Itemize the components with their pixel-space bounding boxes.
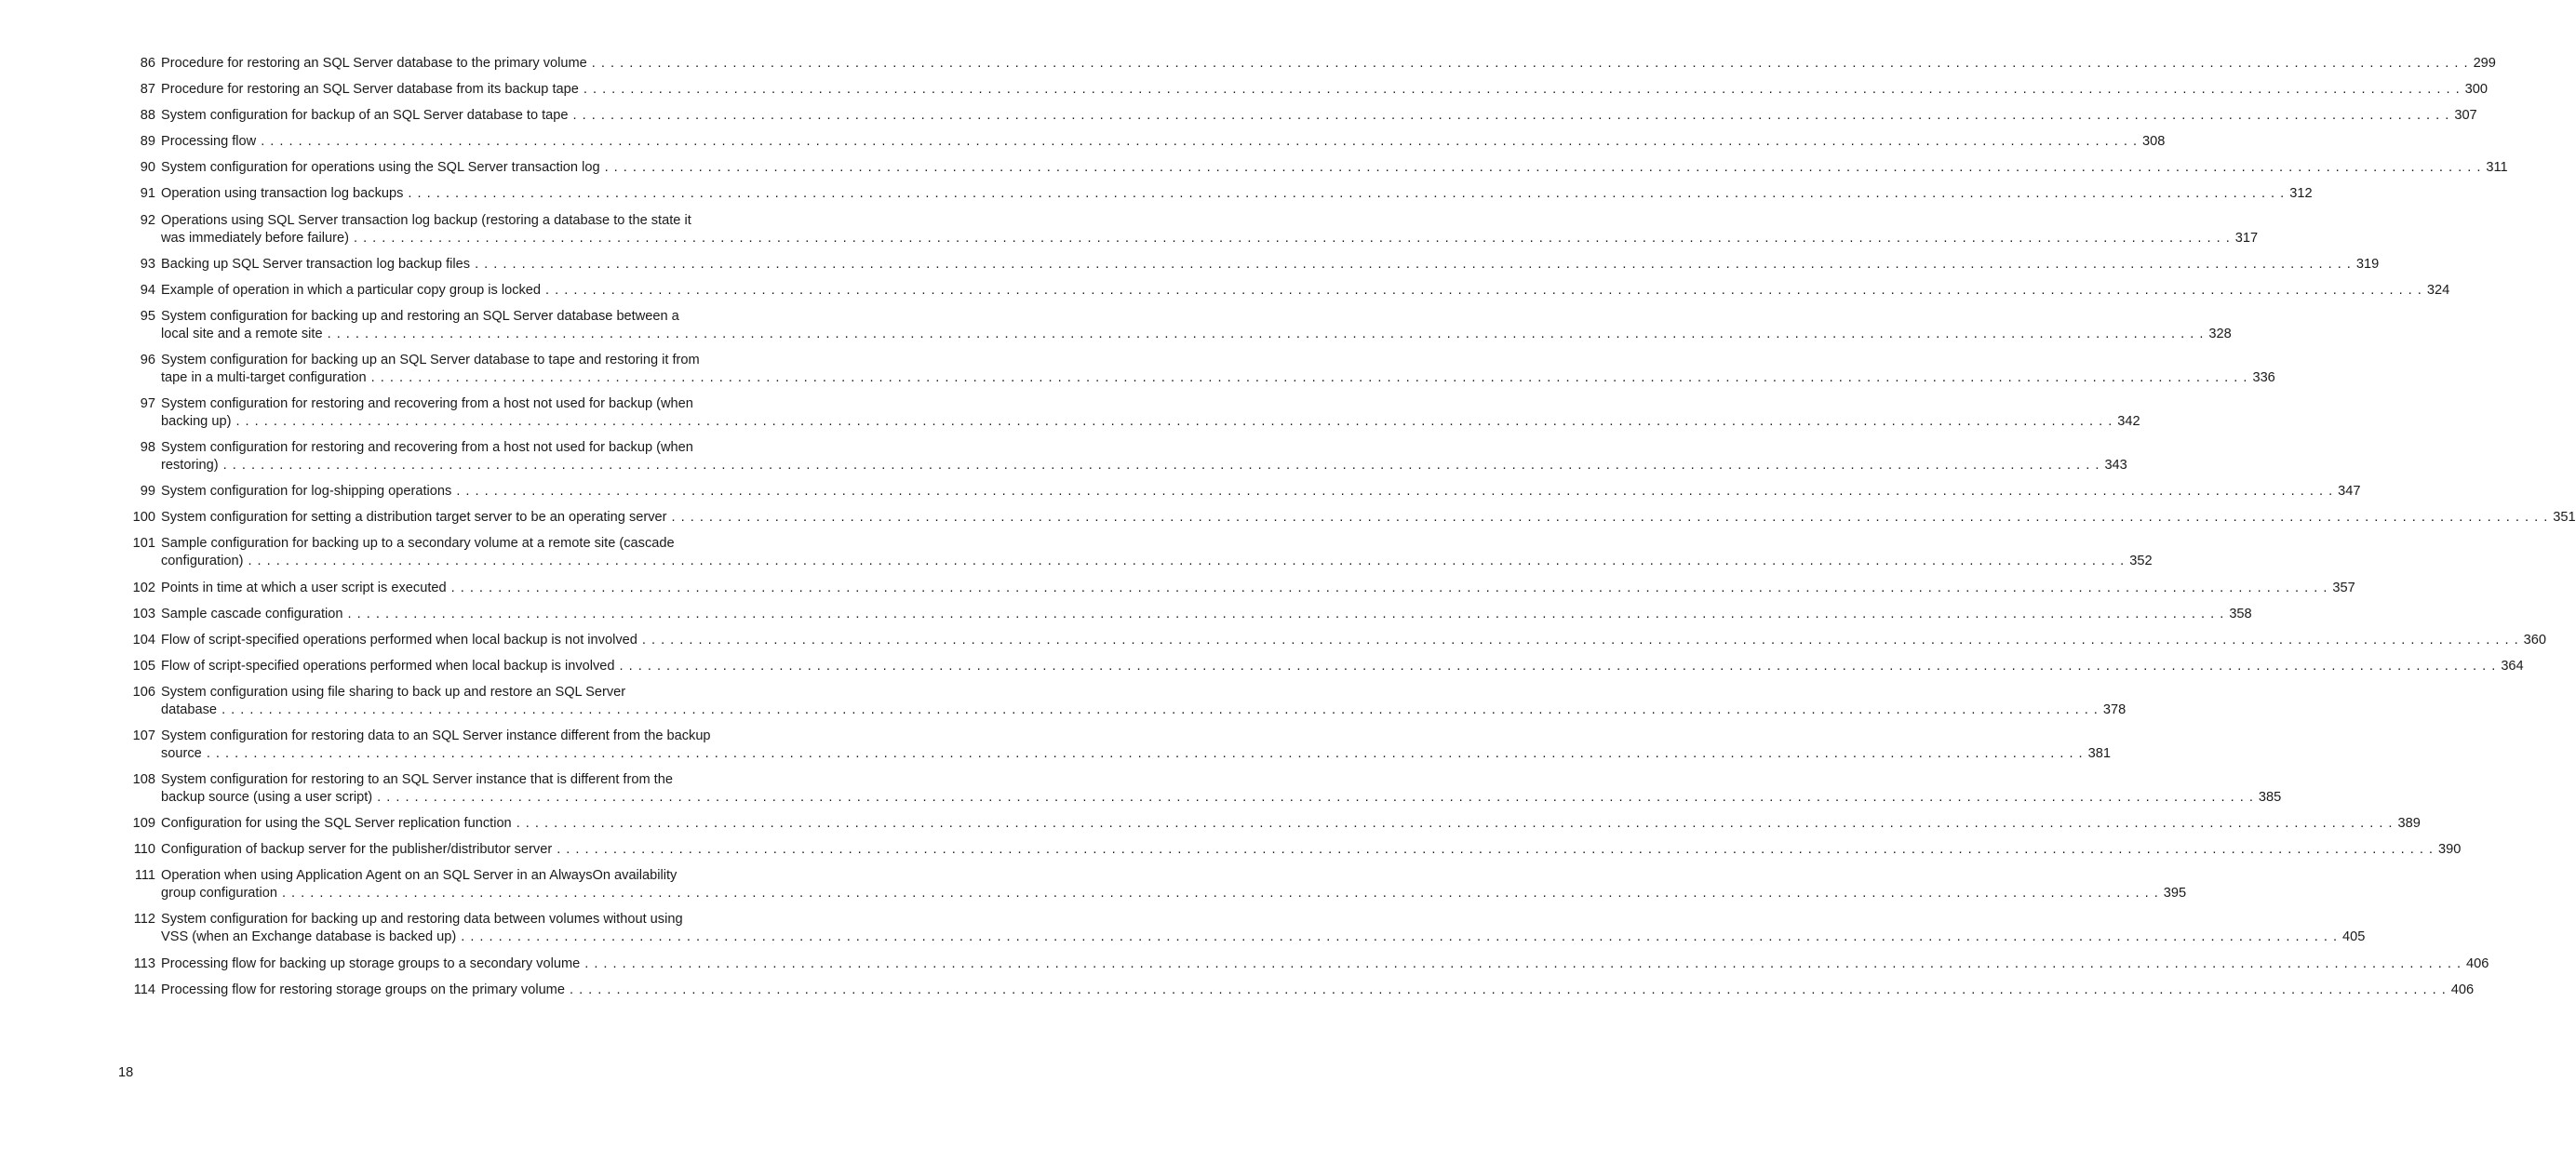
page-ref[interactable]: 405 bbox=[2342, 929, 2366, 945]
title-last-line bbox=[161, 841, 2461, 859]
title-last-line bbox=[161, 457, 2127, 474]
toc-entry[interactable] bbox=[119, 212, 2259, 247]
figure-number: 88 bbox=[140, 108, 155, 124]
title-line: Procedure for restoring an SQL Server database to the primary volume bbox=[161, 56, 587, 71]
title-last-line bbox=[161, 81, 2488, 99]
title-last-line bbox=[161, 553, 2153, 570]
title-line: Operation when using Application Agent on an SQL Server in an AlwaysOn availability bbox=[161, 868, 678, 884]
title-line: System configuration for setting a distribution target server to be an operating server bbox=[161, 510, 667, 526]
figure-number: 99 bbox=[140, 484, 155, 500]
figure-title bbox=[161, 982, 2474, 999]
title-line: System configuration for restoring data to an SQL Server instance different from the backup bbox=[161, 728, 711, 743]
figure-title bbox=[161, 133, 2165, 151]
title-last-line bbox=[161, 606, 2252, 623]
title-line: Configuration for using the SQL Server replication function bbox=[161, 816, 512, 832]
title-line: System configuration using file sharing to back up and restore an SQL Server bbox=[161, 684, 626, 700]
title-line: System configuration for backup of an SQL Server database to tape bbox=[161, 108, 569, 124]
figure-title bbox=[161, 81, 2488, 99]
title-line: System configuration for restoring and recovering from a host not used for backup (when bbox=[161, 396, 693, 412]
title-line: tape in a multi-target configuration bbox=[161, 369, 367, 385]
dot-leader: . . . . . . . . . . . . . . . . . . . . . . . . . . . . . . . . . . . . . . . . . . . . . . . . . . . . . . . . . . . . . . . . . . . . . . . . . . . . . . . . . . . . . . . . . . . . . . . . . . . . . . . . . . . . . . . . . . . . . . . . . . . . . . . . . . . . . . . . . . . . . . . . . . . . . . . . . . . . . . . . . . . . . . . . . . . . . . . . . . . . . . . . . . . . . . . . . . . . . . . . bbox=[475, 256, 2352, 272]
toc-entry[interactable] bbox=[119, 159, 2508, 177]
dot-leader: . . . . . . . . . . . . . . . . . . . . . . . . . . . . . . . . . . . . . . . . . . . . . . . . . . . . . . . . . . . . . . . . . . . . . . . . . . . . . . . . . . . . . . . . . . . . . . . . . . . . . . . . . . . . . . . . . . . . . . . . . . . . . . . . . . . . . . . . . . . . . . . . . . . . . . . . . . . . . . . . . . . . . . . . . . . . . . . . . . . . . . . . . . . . . . . . . . . . . . . . bbox=[572, 108, 2450, 124]
title-line: Operations using SQL Server transaction log backup (restoring a database to the state it bbox=[161, 212, 691, 228]
dot-leader: . . . . . . . . . . . . . . . . . . . . . . . . . . . . . . . . . . . . . . . . . . . . . . . . . . . . . . . . . . . . . . . . . . . . . . . . . . . . . . . . . . . . . . . . . . . . . . . . . . . . . . . . . . . . . . . . . . . . . . . . . . . . . . . . . . . . . . . . . . . . . . . . . . . . . . . . . . . . . . . . . . . . . . . . . . . . . . . . . . . . . . . . . . . . . . . . . . . . . . . . bbox=[450, 580, 2328, 595]
title-last-line bbox=[161, 955, 2489, 973]
toc-entry[interactable] bbox=[119, 483, 2361, 501]
figure-title bbox=[161, 308, 2232, 343]
toc-entry[interactable] bbox=[119, 395, 2140, 431]
figure-title bbox=[161, 771, 2281, 807]
page-ref[interactable]: 300 bbox=[2464, 82, 2489, 98]
title-last-line bbox=[161, 282, 2449, 300]
toc-entry[interactable] bbox=[119, 867, 2187, 902]
title-line: Backing up SQL Server transaction log backup files bbox=[161, 256, 471, 272]
page-ref[interactable]: 319 bbox=[2355, 256, 2380, 272]
figure-number: 113 bbox=[133, 955, 155, 971]
dot-leader: . . . . . . . . . . . . . . . . . . . . . . . . . . . . . . . . . . . . . . . . . . . . . . . . . . . . . . . . . . . . . . . . . . . . . . . . . . . . . . . . . . . . . . . . . . . . . . . . . . . . . . . . . . . . . . . . . . . . . . . . . . . . . . . . . . . . . . . . . . . . . . . . . . . . . . . . . . . . . . . . . . . . . . . . . . . . . . . . . . . . . . . . . . . . . . . . . . . . . . . . bbox=[222, 458, 2100, 474]
figure-number: 111 bbox=[134, 868, 155, 884]
figure-number: 101 bbox=[132, 536, 155, 552]
page-ref[interactable]: 312 bbox=[2289, 186, 2313, 202]
title-last-line bbox=[161, 230, 2258, 247]
figure-title bbox=[161, 580, 2355, 597]
toc-entry[interactable] bbox=[119, 352, 2275, 387]
dot-leader: . . . . . . . . . . . . . . . . . . . . . . . . . . . . . . . . . . . . . . . . . . . . . . . . . . . . . . . . . . . . . . . . . . . . . . . . . . . . . . . . . . . . . . . . . . . . . . . . . . . . . . . . . . . . . . . . . . . . . . . . . . . . . . . . . . . . . . . . . . . . . . . . . . . . . . . . . . . . . . . . . . . . . . . . . . . . . . . . . . . . . . . . . . . . . . . . . . . . . . . . bbox=[327, 326, 2205, 341]
title-line: Processing flow for backing up storage groups to a secondary volume bbox=[161, 955, 581, 971]
page-ref[interactable]: 343 bbox=[2104, 458, 2127, 474]
title-line: Points in time at which a user script is executed bbox=[161, 580, 447, 595]
dot-leader: . . . . . . . . . . . . . . . . . . . . . . . . . . . . . . . . . . . . . . . . . . . . . . . . . . . . . . . . . . . . . . . . . . . . . . . . . . . . . . . . . . . . . . . . . . . . . . . . . . . . . . . . . . . . . . . . . . . . . . . . . . . . . . . . . . . . . . . . . . . . . . . . . . . . . . . . . . . . . . . . . . . . . . . . . . . . . . . . . . . . . . . . . . . . . . . . . . . . . . . . bbox=[516, 816, 2394, 832]
title-line: Processing flow for restoring storage groups on the primary volume bbox=[161, 982, 565, 997]
title-last-line bbox=[161, 789, 2281, 807]
title-line: Sample cascade configuration bbox=[161, 606, 343, 621]
figure-title bbox=[161, 606, 2252, 623]
figure-title bbox=[161, 684, 2126, 719]
dot-leader: . . . . . . . . . . . . . . . . . . . . . . . . . . . . . . . . . . . . . . . . . . . . . . . . . . . . . . . . . . . . . . . . . . . . . . . . . . . . . . . . . . . . . . . . . . . . . . . . . . . . . . . . . . . . . . . . . . . . . . . . . . . . . . . . . . . . . . . . . . . . . . . . . . . . . . . . . . . . . . . . . . . . . . . . . . . . . . . . . . . . . . . . . . . . . . . . . . . . . . . . bbox=[456, 484, 2334, 500]
dot-leader: . . . . . . . . . . . . . . . . . . . . . . . . . . . . . . . . . . . . . . . . . . . . . . . . . . . . . . . . . . . . . . . . . . . . . . . . . . . . . . . . . . . . . . . . . . . . . . . . . . . . . . . . . . . . . . . . . . . . . . . . . . . . . . . . . . . . . . . . . . . . . . . . . . . . . . . . . . . . . . . . . . . . . . . . . . . . . . . . . . . . . . . . . . . . . . . . . . . . . . . . bbox=[619, 658, 2497, 674]
dot-leader: . . . . . . . . . . . . . . . . . . . . . . . . . . . . . . . . . . . . . . . . . . . . . . . . . . . . . . . . . . . . . . . . . . . . . . . . . . . . . . . . . . . . . . . . . . . . . . . . . . . . . . . . . . . . . . . . . . . . . . . . . . . . . . . . . . . . . . . . . . . . . . . . . . . . . . . . . . . . . . . . . . . . . . . . . . . . . . . . . . . . . . . . . . . . . . . . . . . . . . . . bbox=[671, 510, 2549, 526]
dot-leader: . . . . . . . . . . . . . . . . . . . . . . . . . . . . . . . . . . . . . . . . . . . . . . . . . . . . . . . . . . . . . . . . . . . . . . . . . . . . . . . . . . . . . . . . . . . . . . . . . . . . . . . . . . . . . . . . . . . . . . . . . . . . . . . . . . . . . . . . . . . . . . . . . . . . . . . . . . . . . . . . . . . . . . . . . . . . . . . . . . . . . . . . . . . . . . . . . . . . . . . . bbox=[206, 745, 2084, 761]
figure-number: 95 bbox=[140, 308, 155, 324]
dot-leader: . . . . . . . . . . . . . . . . . . . . . . . . . . . . . . . . . . . . . . . . . . . . . . . . . . . . . . . . . . . . . . . . . . . . . . . . . . . . . . . . . . . . . . . . . . . . . . . . . . . . . . . . . . . . . . . . . . . . . . . . . . . . . . . . . . . . . . . . . . . . . . . . . . . . . . . . . . . . . . . . . . . . . . . . . . . . . . . . . . . . . . . . . . . . . . . . . . . . . . . . bbox=[591, 56, 2469, 71]
figure-number: 106 bbox=[132, 684, 155, 700]
figure-title bbox=[161, 439, 2127, 474]
title-last-line bbox=[161, 929, 2365, 946]
title-line: source bbox=[161, 745, 202, 761]
title-line: Example of operation in which a particular copy group is locked bbox=[161, 282, 542, 298]
page-ref[interactable]: 317 bbox=[2234, 230, 2259, 246]
page-ref[interactable]: 378 bbox=[2102, 701, 2127, 717]
figure-title bbox=[161, 535, 2153, 570]
title-line: System configuration for restoring to an SQL Server instance that is different from the bbox=[161, 772, 673, 788]
toc-entry[interactable] bbox=[119, 841, 2462, 859]
title-line: was immediately before failure) bbox=[161, 230, 349, 246]
title-line: backup source (using a user script) bbox=[161, 790, 373, 806]
page-ref[interactable]: 308 bbox=[2142, 134, 2166, 150]
figure-number: 96 bbox=[140, 352, 155, 367]
title-line: Configuration of backup server for the publisher/distributor server bbox=[161, 842, 553, 858]
toc-entry[interactable] bbox=[119, 55, 2496, 73]
title-last-line bbox=[161, 133, 2165, 151]
title-line: System configuration for backing up and restoring an SQL Server database between a bbox=[161, 308, 679, 324]
dot-leader: . . . . . . . . . . . . . . . . . . . . . . . . . . . . . . . . . . . . . . . . . . . . . . . . . . . . . . . . . . . . . . . . . . . . . . . . . . . . . . . . . . . . . . . . . . . . . . . . . . . . . . . . . . . . . . . . . . . . . . . . . . . . . . . . . . . . . . . . . . . . . . . . . . . . . . . . . . . . . . . . . . . . . . . . . . . . . . . . . . . . . . . . . . . . . . . . . . . . . . . . bbox=[583, 82, 2461, 98]
title-line: System configuration for operations using the SQL Server transaction log bbox=[161, 160, 600, 176]
toc-entry[interactable] bbox=[119, 815, 2421, 833]
page-ref[interactable]: 406 bbox=[2450, 982, 2475, 997]
title-line: System configuration for restoring and recovering from a host not used for backup (when bbox=[161, 440, 693, 456]
title-line: configuration) bbox=[161, 554, 244, 569]
page-ref[interactable]: 358 bbox=[2229, 606, 2252, 621]
toc-entry[interactable] bbox=[119, 658, 2524, 675]
toc-entry[interactable] bbox=[119, 282, 2450, 300]
title-last-line bbox=[161, 509, 2576, 527]
title-line: Operation using transaction log backups bbox=[161, 186, 404, 202]
figure-title bbox=[161, 212, 2258, 247]
toc-entry[interactable] bbox=[119, 256, 2380, 274]
figure-number: 108 bbox=[132, 772, 155, 788]
page-ref[interactable]: 390 bbox=[2437, 842, 2462, 858]
dot-leader: . . . . . . . . . . . . . . . . . . . . . . . . . . . . . . . . . . . . . . . . . . . . . . . . . . . . . . . . . . . . . . . . . . . . . . . . . . . . . . . . . . . . . . . . . . . . . . . . . . . . . . . . . . . . . . . . . . . . . . . . . . . . . . . . . . . . . . . . . . . . . . . . . . . . . . . . . . . . . . . . . . . . . . . . . . . . . . . . . . . . . . . . . . . . . . . . . . . . . . . . bbox=[604, 160, 2482, 176]
dot-leader: . . . . . . . . . . . . . . . . . . . . . . . . . . . . . . . . . . . . . . . . . . . . . . . . . . . . . . . . . . . . . . . . . . . . . . . . . . . . . . . . . . . . . . . . . . . . . . . . . . . . . . . . . . . . . . . . . . . . . . . . . . . . . . . . . . . . . . . . . . . . . . . . . . . . . . . . . . . . . . . . . . . . . . . . . . . . . . . . . . . . . . . . . . . . . . . . . . . . . . . . bbox=[461, 929, 2339, 945]
toc-entry[interactable] bbox=[119, 308, 2232, 343]
figure-number: 91 bbox=[140, 186, 155, 202]
title-line: backing up) bbox=[161, 414, 232, 430]
figure-number: 98 bbox=[140, 440, 155, 456]
page-ref[interactable]: 336 bbox=[2252, 369, 2275, 385]
toc-list bbox=[119, 55, 2576, 1008]
figure-title bbox=[161, 867, 2186, 902]
dot-leader: . . . . . . . . . . . . . . . . . . . . . . . . . . . . . . . . . . . . . . . . . . . . . . . . . . . . . . . . . . . . . . . . . . . . . . . . . . . . . . . . . . . . . . . . . . . . . . . . . . . . . . . . . . . . . . . . . . . . . . . . . . . . . . . . . . . . . . . . . . . . . . . . . . . . . . . . . . . . . . . . . . . . . . . . . . . . . . . . . . . . . . . . . . . . . . . . . . . . . . . . bbox=[641, 632, 2519, 648]
figure-title bbox=[161, 107, 2477, 125]
dot-leader: . . . . . . . . . . . . . . . . . . . . . . . . . . . . . . . . . . . . . . . . . . . . . . . . . . . . . . . . . . . . . . . . . . . . . . . . . . . . . . . . . . . . . . . . . . . . . . . . . . . . . . . . . . . . . . . . . . . . . . . . . . . . . . . . . . . . . . . . . . . . . . . . . . . . . . . . . . . . . . . . . . . . . . . . . . . . . . . . . . . . . . . . . . . . . . . . . . . . . . . . bbox=[545, 282, 2422, 298]
figure-title bbox=[161, 728, 2111, 763]
title-last-line bbox=[161, 815, 2421, 833]
dot-leader: . . . . . . . . . . . . . . . . . . . . . . . . . . . . . . . . . . . . . . . . . . . . . . . . . . . . . . . . . . . . . . . . . . . . . . . . . . . . . . . . . . . . . . . . . . . . . . . . . . . . . . . . . . . . . . . . . . . . . . . . . . . . . . . . . . . . . . . . . . . . . . . . . . . . . . . . . . . . . . . . . . . . . . . . . . . . . . . . . . . . . . . . . . . . . . . . . . . . . . . . bbox=[557, 842, 2434, 858]
figure-title bbox=[161, 352, 2275, 387]
figure-title bbox=[161, 185, 2313, 203]
page-ref[interactable]: 364 bbox=[2501, 658, 2524, 674]
dot-leader: . . . . . . . . . . . . . . . . . . . . . . . . . . . . . . . . . . . . . . . . . . . . . . . . . . . . . . . . . . . . . . . . . . . . . . . . . . . . . . . . . . . . . . . . . . . . . . . . . . . . . . . . . . . . . . . . . . . . . . . . . . . . . . . . . . . . . . . . . . . . . . . . . . . . . . . . . . . . . . . . . . . . . . . . . . . . . . . . . . . . . . . . . . . . . . . . . . . . . . . . bbox=[235, 414, 2113, 430]
page-ref[interactable]: 352 bbox=[2129, 554, 2153, 569]
figure-number: 109 bbox=[132, 816, 155, 832]
toc-entry[interactable] bbox=[119, 982, 2475, 999]
title-last-line bbox=[161, 159, 2508, 177]
title-line: group configuration bbox=[161, 886, 277, 902]
figure-title bbox=[161, 282, 2449, 300]
dot-leader: . . . . . . . . . . . . . . . . . . . . . . . . . . . . . . . . . . . . . . . . . . . . . . . . . . . . . . . . . . . . . . . . . . . . . . . . . . . . . . . . . . . . . . . . . . . . . . . . . . . . . . . . . . . . . . . . . . . . . . . . . . . . . . . . . . . . . . . . . . . . . . . . . . . . . . . . . . . . . . . . . . . . . . . . . . . . . . . . . . . . . . . . . . . . . . . . . . . . . . . . bbox=[569, 982, 2447, 997]
figure-number: 87 bbox=[140, 82, 155, 98]
title-last-line bbox=[161, 701, 2126, 719]
toc-entry[interactable] bbox=[119, 509, 2576, 527]
title-last-line bbox=[161, 885, 2186, 902]
toc-entry[interactable] bbox=[119, 955, 2489, 973]
page-ref[interactable]: 328 bbox=[2208, 326, 2232, 341]
title-line: Sample configuration for backing up to a secondary volume at a remote site (cascade bbox=[161, 536, 675, 552]
toc-entry[interactable] bbox=[119, 535, 2153, 570]
title-last-line bbox=[161, 580, 2355, 597]
toc-entry[interactable] bbox=[119, 107, 2477, 125]
title-line: System configuration for backing up an SQL Server database to tape and restoring it from bbox=[161, 352, 700, 367]
figure-number: 110 bbox=[133, 842, 155, 858]
page-ref[interactable]: 307 bbox=[2454, 108, 2477, 124]
dot-leader: . . . . . . . . . . . . . . . . . . . . . . . . . . . . . . . . . . . . . . . . . . . . . . . . . . . . . . . . . . . . . . . . . . . . . . . . . . . . . . . . . . . . . . . . . . . . . . . . . . . . . . . . . . . . . . . . . . . . . . . . . . . . . . . . . . . . . . . . . . . . . . . . . . . . . . . . . . . . . . . . . . . . . . . . . . . . . . . . . . . . . . . . . . . . . . . . . . . . . . . . bbox=[408, 186, 2286, 202]
title-line: System configuration for log-shipping operations bbox=[161, 484, 452, 500]
page-ref[interactable]: 360 bbox=[2523, 632, 2547, 648]
figure-number: 107 bbox=[132, 728, 155, 743]
title-last-line bbox=[161, 55, 2496, 73]
page-ref[interactable]: 351 bbox=[2553, 510, 2576, 526]
toc-entry[interactable] bbox=[119, 439, 2127, 474]
title-line: Flow of script-specified operations performed when local backup is not involved bbox=[161, 632, 637, 648]
toc-entry[interactable] bbox=[119, 133, 2166, 151]
dot-leader: . . . . . . . . . . . . . . . . . . . . . . . . . . . . . . . . . . . . . . . . . . . . . . . . . . . . . . . . . . . . . . . . . . . . . . . . . . . . . . . . . . . . . . . . . . . . . . . . . . . . . . . . . . . . . . . . . . . . . . . . . . . . . . . . . . . . . . . . . . . . . . . . . . . . . . . . . . . . . . . . . . . . . . . . . . . . . . . . . . . . . . . . . . . . . . . . . . . . . . . . bbox=[248, 554, 2126, 569]
dot-leader: . . . . . . . . . . . . . . . . . . . . . . . . . . . . . . . . . . . . . . . . . . . . . . . . . . . . . . . . . . . . . . . . . . . . . . . . . . . . . . . . . . . . . . . . . . . . . . . . . . . . . . . . . . . . . . . . . . . . . . . . . . . . . . . . . . . . . . . . . . . . . . . . . . . . . . . . . . . . . . . . . . . . . . . . . . . . . . . . . . . . . . . . . . . . . . . . . . . . . . . . bbox=[353, 230, 2231, 246]
page-ref[interactable]: 357 bbox=[2332, 580, 2355, 595]
dot-leader: . . . . . . . . . . . . . . . . . . . . . . . . . . . . . . . . . . . . . . . . . . . . . . . . . . . . . . . . . . . . . . . . . . . . . . . . . . . . . . . . . . . . . . . . . . . . . . . . . . . . . . . . . . . . . . . . . . . . . . . . . . . . . . . . . . . . . . . . . . . . . . . . . . . . . . . . . . . . . . . . . . . . . . . . . . . . . . . . . . . . . . . . . . . . . . . . . . . . . . . . bbox=[261, 134, 2138, 150]
title-last-line bbox=[161, 658, 2524, 675]
dot-leader: . . . . . . . . . . . . . . . . . . . . . . . . . . . . . . . . . . . . . . . . . . . . . . . . . . . . . . . . . . . . . . . . . . . . . . . . . . . . . . . . . . . . . . . . . . . . . . . . . . . . . . . . . . . . . . . . . . . . . . . . . . . . . . . . . . . . . . . . . . . . . . . . . . . . . . . . . . . . . . . . . . . . . . . . . . . . . . . . . . . . . . . . . . . . . . . . . . . . . . . . bbox=[221, 701, 2099, 717]
title-last-line bbox=[161, 326, 2232, 343]
figure-title bbox=[161, 483, 2360, 501]
title-last-line bbox=[161, 256, 2379, 274]
title-last-line bbox=[161, 413, 2140, 431]
page-ref[interactable]: 299 bbox=[2473, 56, 2496, 71]
page-ref[interactable]: 347 bbox=[2338, 484, 2361, 500]
title-line: database bbox=[161, 701, 218, 717]
page-ref[interactable]: 389 bbox=[2397, 816, 2421, 832]
title-last-line bbox=[161, 185, 2313, 203]
figure-number: 103 bbox=[132, 606, 155, 621]
dot-leader: . . . . . . . . . . . . . . . . . . . . . . . . . . . . . . . . . . . . . . . . . . . . . . . . . . . . . . . . . . . . . . . . . . . . . . . . . . . . . . . . . . . . . . . . . . . . . . . . . . . . . . . . . . . . . . . . . . . . . . . . . . . . . . . . . . . . . . . . . . . . . . . . . . . . . . . . . . . . . . . . . . . . . . . . . . . . . . . . . . . . . . . . . . . . . . . . . . . . . . . . bbox=[370, 369, 2248, 385]
figure-title bbox=[161, 911, 2365, 946]
toc-entry[interactable] bbox=[119, 580, 2355, 597]
title-last-line bbox=[161, 369, 2275, 387]
dot-leader: . . . . . . . . . . . . . . . . . . . . . . . . . . . . . . . . . . . . . . . . . . . . . . . . . . . . . . . . . . . . . . . . . . . . . . . . . . . . . . . . . . . . . . . . . . . . . . . . . . . . . . . . . . . . . . . . . . . . . . . . . . . . . . . . . . . . . . . . . . . . . . . . . . . . . . . . . . . . . . . . . . . . . . . . . . . . . . . . . . . . . . . . . . . . . . . . . . . . . . . . bbox=[584, 955, 2462, 971]
figure-number: 97 bbox=[140, 396, 155, 412]
title-line: Procedure for restoring an SQL Server database from its backup tape bbox=[161, 82, 579, 98]
figure-number: 105 bbox=[132, 658, 155, 674]
figure-number: 94 bbox=[140, 282, 155, 298]
figure-title bbox=[161, 159, 2508, 177]
toc-entry[interactable] bbox=[119, 911, 2366, 946]
page-ref[interactable]: 381 bbox=[2087, 745, 2111, 761]
page-ref[interactable]: 311 bbox=[2486, 160, 2508, 176]
figure-title bbox=[161, 815, 2421, 833]
title-line: local site and a remote site bbox=[161, 326, 323, 341]
figure-title bbox=[161, 632, 2546, 649]
title-line: VSS (when an Exchange database is backed up) bbox=[161, 929, 457, 945]
figure-number: 112 bbox=[133, 912, 155, 928]
page-number: 18 bbox=[118, 1065, 134, 1080]
title-line: Processing flow bbox=[161, 134, 257, 150]
figure-number: 102 bbox=[132, 580, 155, 595]
title-last-line bbox=[161, 107, 2477, 125]
title-last-line bbox=[161, 745, 2111, 763]
toc-entry[interactable] bbox=[119, 771, 2282, 807]
figure-title bbox=[161, 955, 2489, 973]
title-last-line bbox=[161, 483, 2360, 501]
dot-leader: . . . . . . . . . . . . . . . . . . . . . . . . . . . . . . . . . . . . . . . . . . . . . . . . . . . . . . . . . . . . . . . . . . . . . . . . . . . . . . . . . . . . . . . . . . . . . . . . . . . . . . . . . . . . . . . . . . . . . . . . . . . . . . . . . . . . . . . . . . . . . . . . . . . . . . . . . . . . . . . . . . . . . . . . . . . . . . . . . . . . . . . . . . . . . . . . . . . . . . . . bbox=[347, 606, 2225, 621]
figure-title bbox=[161, 841, 2461, 859]
toc-entry[interactable] bbox=[119, 728, 2111, 763]
dot-leader: . . . . . . . . . . . . . . . . . . . . . . . . . . . . . . . . . . . . . . . . . . . . . . . . . . . . . . . . . . . . . . . . . . . . . . . . . . . . . . . . . . . . . . . . . . . . . . . . . . . . . . . . . . . . . . . . . . . . . . . . . . . . . . . . . . . . . . . . . . . . . . . . . . . . . . . . . . . . . . . . . . . . . . . . . . . . . . . . . . . . . . . . . . . . . . . . . . . . . . . . bbox=[377, 790, 2254, 806]
page-ref[interactable]: 406 bbox=[2466, 955, 2489, 971]
title-line: System configuration for backing up and restoring data between volumes without using bbox=[161, 912, 683, 928]
toc-entry[interactable] bbox=[119, 185, 2313, 203]
title-line: Flow of script-specified operations performed when local backup is involved bbox=[161, 658, 615, 674]
figure-number: 86 bbox=[140, 56, 155, 71]
page-ref[interactable]: 395 bbox=[2163, 886, 2187, 902]
toc-entry[interactable] bbox=[119, 606, 2252, 623]
page-ref[interactable]: 385 bbox=[2258, 790, 2282, 806]
title-last-line bbox=[161, 982, 2474, 999]
figure-number: 89 bbox=[140, 134, 155, 150]
figure-title bbox=[161, 509, 2576, 527]
toc-entry[interactable] bbox=[119, 684, 2127, 719]
title-line: restoring) bbox=[161, 458, 219, 474]
figure-title bbox=[161, 256, 2379, 274]
page-ref[interactable]: 342 bbox=[2117, 414, 2140, 430]
title-last-line bbox=[161, 632, 2546, 649]
figure-title bbox=[161, 658, 2524, 675]
figure-number: 104 bbox=[132, 632, 155, 648]
toc-entry[interactable] bbox=[119, 632, 2547, 649]
dot-leader: . . . . . . . . . . . . . . . . . . . . . . . . . . . . . . . . . . . . . . . . . . . . . . . . . . . . . . . . . . . . . . . . . . . . . . . . . . . . . . . . . . . . . . . . . . . . . . . . . . . . . . . . . . . . . . . . . . . . . . . . . . . . . . . . . . . . . . . . . . . . . . . . . . . . . . . . . . . . . . . . . . . . . . . . . . . . . . . . . . . . . . . . . . . . . . . . . . . . . . . . bbox=[281, 886, 2159, 902]
figure-number: 90 bbox=[140, 160, 155, 176]
figure-number: 93 bbox=[140, 256, 155, 272]
page-ref[interactable]: 324 bbox=[2426, 282, 2450, 298]
figure-title bbox=[161, 55, 2496, 73]
figure-number: 114 bbox=[133, 982, 155, 997]
toc-entry[interactable] bbox=[119, 81, 2489, 99]
figure-number: 92 bbox=[140, 212, 155, 228]
figure-title bbox=[161, 395, 2140, 431]
figure-number: 100 bbox=[132, 510, 155, 526]
